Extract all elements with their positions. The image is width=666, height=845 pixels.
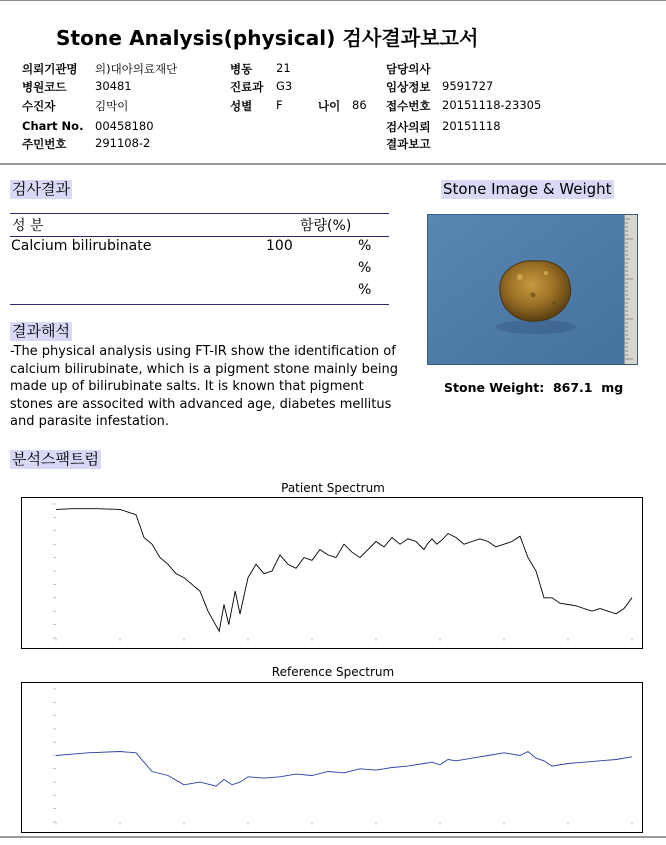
page-title: Stone Analysis(physical) 검사결과보고서 [56, 26, 479, 50]
patient-spectrum-svg [22, 498, 642, 648]
chart-no-value: 00458180 [95, 119, 154, 133]
component-unit: % [358, 238, 372, 254]
stone-weight-unit: mg [601, 380, 624, 395]
patient-spectrum-chart [21, 497, 643, 649]
scale-ruler [624, 215, 637, 364]
stone-section-title: Stone Image & Weight [443, 180, 612, 198]
dept-value: G3 [276, 79, 293, 93]
resident-no-value: 291108-2 [95, 136, 151, 150]
table-header-rule [10, 236, 389, 237]
doctor-label: 담당의사 [386, 62, 431, 76]
stone-weight-value: 867.1 [552, 380, 593, 395]
test-date-label: 검사의뢰 [386, 120, 431, 134]
clinical-info-value: 9591727 [442, 79, 494, 93]
age-label: 나이 [318, 99, 341, 113]
reference-spectrum-svg [22, 683, 642, 832]
hospital-code-label: 병원코드 [22, 80, 67, 94]
col-content-header: 함량(%) [300, 218, 352, 234]
dept-label: 진료과 [230, 80, 264, 94]
spectrum-line [56, 509, 632, 632]
col-component-header: 성 분 [12, 218, 44, 234]
patient-value: 김막이 [95, 99, 129, 113]
stone-photo [427, 214, 638, 365]
bottom-rule [0, 836, 666, 838]
component-name: Calcium bilirubinate [11, 238, 152, 254]
stone-icon [428, 215, 638, 365]
interpretation-section-title: 결과해석 [12, 322, 70, 340]
requesting-org-label: 의뢰기관명 [22, 62, 78, 76]
component-unit: % [358, 282, 372, 298]
table-bottom-rule [10, 304, 389, 305]
ward-label: 병동 [230, 62, 253, 76]
ward-value: 21 [276, 61, 291, 75]
receipt-no-value: 20151118-23305 [442, 98, 542, 112]
component-unit: % [358, 260, 372, 276]
test-date-value: 20151118 [442, 119, 501, 133]
sex-label: 성별 [230, 99, 253, 113]
age-value: 86 [352, 98, 367, 112]
stone-weight [444, 380, 623, 395]
sex-value: F [276, 98, 283, 112]
table-top-rule [10, 213, 389, 214]
report-label: 결과보고 [386, 137, 431, 151]
component-value: 100 [266, 238, 293, 254]
results-section-title: 검사결과 [12, 180, 70, 198]
resident-no-label: 주민번호 [22, 137, 67, 151]
composition-table [10, 213, 389, 305]
patient-label: 수진자 [22, 99, 56, 113]
stone-weight-label: Stone Weight: [444, 380, 545, 395]
clinical-info-label: 임상정보 [386, 80, 431, 94]
chart-no-label: Chart No. [22, 119, 84, 133]
requesting-org-value: 의)대아의료재단 [95, 62, 178, 76]
hospital-code-value: 30481 [95, 79, 132, 93]
interpretation-text: -The physical analysis using FT-IR show the identification of calcium bilirubinate, which is a pigment stone mainly being made up of bilirubinate salts. It is known that pigment stones are associted with advanced age, diabetes mellitus and parasite infestation. [10, 344, 398, 429]
spectrum-section-title: 분석스팩트럼 [12, 450, 99, 468]
receipt-no-label: 접수번호 [386, 99, 431, 113]
spectrum-line [56, 752, 632, 787]
patient-spectrum-title: Patient Spectrum [281, 481, 385, 495]
reference-spectrum-chart [21, 682, 643, 833]
reference-spectrum-title: Reference Spectrum [271, 665, 395, 679]
